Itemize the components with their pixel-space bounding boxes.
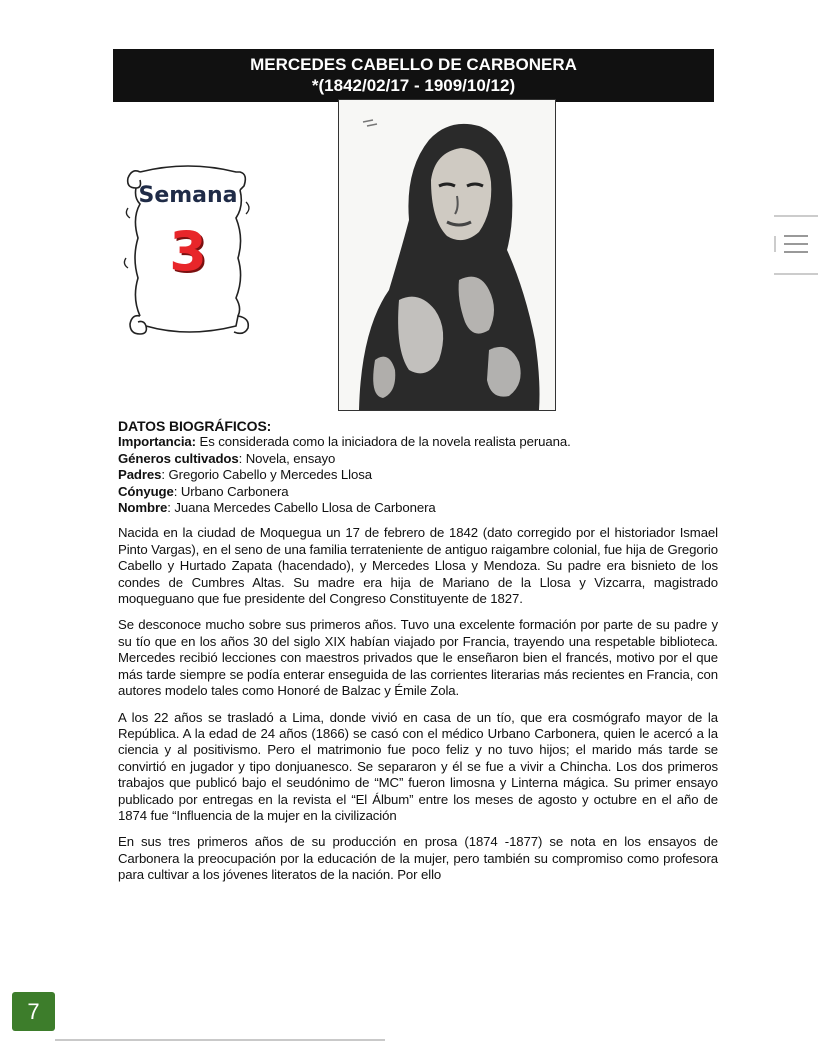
portrait-photo [338, 99, 556, 411]
bio-genres [118, 451, 718, 467]
bio-value: : Novela, ensayo [238, 450, 336, 466]
bio-label: Nombre [118, 500, 168, 516]
hamburger-menu-icon [772, 214, 820, 276]
week-label: Semana [138, 183, 238, 208]
bio-parents [118, 467, 718, 483]
bio-value: Es considerada como la iniciadora de la novela realista peruana. [195, 434, 571, 450]
article-body [118, 418, 718, 884]
life-dates: *(1842/02/17 - 1909/10/12) [311, 76, 516, 95]
bio-heading: DATOS BIOGRÁFICOS: [118, 418, 272, 434]
bio-label: Géneros cultivados [118, 450, 239, 466]
bio-label: Padres [118, 467, 162, 483]
bio-value: : Juana Mercedes Cabello Llosa de Carbonera [167, 500, 436, 516]
portrait-image [339, 100, 555, 410]
paragraph-prose: En sus tres primeros años de su producción en prosa (1874 -1877) se nota en los ensayos de Carbonera la preocupación por la educación de la mujer, pero también su compromiso como profesora para cultivar a los jóvenes literatos de la nación. Por ello [118, 834, 718, 883]
paragraph-lima: A los 22 años se trasladó a Lima, donde vivió en casa de un tío, que era cosmógrafo mayor de la República. A la edad de 24 años (1866) se casó con el médico Urbano Carbonera, quien le acercó a la ciencia y al positivismo. Pero el matrimonio fue poco feliz y no tuvo hijos; el marido más tarde se convirtió en jugador y tipo donjuanesco. Se separaron y él se fue a vivir a Chincha. Los dos primeros trabajos que publicó bajo el seudónimo de “MC” fueron limosna y Linterna mágica. Su primer ensayo publicado por entregas en la revista el “El Álbum” entre los meses de agosto y octubre en el año de 1874 fue “Influencia de la mujer en la civilización [118, 709, 718, 823]
bio-importance [118, 434, 718, 450]
page-title: MERCEDES CABELLO DE CARBONERA [250, 55, 577, 74]
paragraph-education: Se desconoce mucho sobre sus primeros años. Tuvo una excelente formación por parte de su padre y su tío que en los años 30 del siglo XIX habían viajado por Francia, trayendo una respetable biblioteca. Mercedes recibió lecciones con maestros privados que le enseñaron bien el francés, motivo por el que más tarde siempre se podía enterar enseguida de las corrientes literarias más recientes en Francia, con autores modelo tales como Honoré de Balzac y Émile Zola. [118, 617, 718, 699]
bio-label: Cónyuge [118, 483, 174, 499]
bio-value: : Gregorio Cabello y Mercedes Llosa [161, 467, 372, 483]
week-number: 3 [169, 220, 207, 283]
bio-full-name [118, 500, 718, 516]
bio-value: : Urbano Carbonera [173, 483, 289, 499]
title-bar [113, 49, 714, 102]
footer-divider [55, 1039, 385, 1041]
menu-icon[interactable] [772, 214, 820, 276]
paragraph-birth: Nacida en la ciudad de Moquegua un 17 de febrero de 1842 (dato corregido por el historiador Ismael Pinto Vargas), en el seno de una familia terrateniente de antiguo raigambre colonial, fue hija de Gregorio Cabello y Hurtado Zapata (hacendado), y Mercedes Llosa y Mendoza. Su padre era bisnieto de los condes de Cumbres Altas. Su madre era hija de Mariano de la Llosa y Vizcarra, magistrado moqueguano que fue presidente del Congreso Constituyente de 1827. [118, 525, 718, 607]
page-number: 7 [12, 992, 55, 1031]
bio-spouse [118, 484, 718, 500]
bio-label: Importancia: [118, 434, 196, 450]
week-scroll-badge [118, 158, 258, 343]
